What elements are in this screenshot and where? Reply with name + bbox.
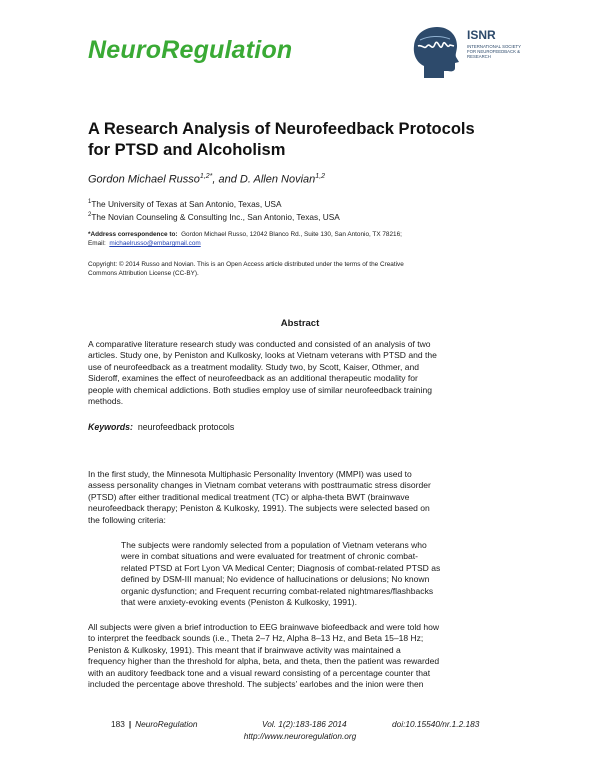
article-title-line: A Research Analysis of Neurofeedback Protocols (88, 120, 475, 138)
footer-journal: NeuroRegulation (135, 719, 198, 729)
text-line: frequency higher than the threshold for alpha, beta, and theta, then the patient was rewarded (88, 656, 440, 667)
text-line: The subjects were randomly selected from a population of Vietnam veterans who (121, 540, 427, 550)
abstract-heading: Abstract (280, 318, 320, 329)
page-footer: 183 | NeuroRegulation Vol. 1(2):183-186 2014 doi:10.15540/nr.1.2.183 (111, 719, 480, 729)
text-line: Peniston & Kulkosky, 1991). This meant that if brainwave activity was maintained a (88, 644, 401, 655)
author-separator: , and D. Allen Novian (212, 173, 316, 186)
journal-name: NeuroRegulation (88, 36, 293, 64)
correspondence-text: Gordon Michael Russo, 12042 Blanco Rd., Suite 130, San Antonio, TX 78216; (181, 231, 402, 238)
affiliation-item (88, 197, 528, 210)
logo-subtitle: INTERNATIONAL SOCIETY FOR NEUROFEEDBACK & RESEARCH (467, 44, 521, 60)
email-link[interactable]: michaelrusso@embargmail.com (109, 240, 201, 247)
text-line: neurofeedback therapy; Peniston & Kulkosky, 1991). The subjects were selected based on (88, 503, 430, 514)
text-line: A comparative literature research study was conducted and consisted of an analysis of two (88, 339, 431, 349)
footer-volume: Vol. 1(2):183-186 2014 (262, 719, 347, 729)
head-profile-brainwave-icon (410, 24, 462, 80)
affiliation-item (88, 210, 528, 223)
author-list (88, 173, 325, 186)
affiliation-marker: 2 (88, 211, 92, 218)
article-title-line: for PTSD and Alcoholism (88, 141, 286, 159)
body-paragraph (88, 622, 518, 690)
page-number: 183 (111, 719, 125, 729)
text-line: that were anxiety-evoking events (Peniston & Kulkosky, 1991). (121, 597, 357, 608)
correspondence-label: *Address correspondence to: (88, 231, 178, 238)
text-line: organic dysfunction; and Frequent recurring combat-related nightmares/flashbacks (121, 585, 434, 596)
author-affiliation-marker: 1,2* (199, 173, 213, 180)
text-line: articles. Study one, by Peniston and Kulkosky, looks at Vietnam veterans with PTSD and the (88, 350, 437, 361)
footer-url[interactable]: http://www.neuroregulation.org (243, 731, 357, 741)
text-line: the following criteria: (88, 514, 166, 525)
text-line: All subjects were given a brief introduction to EEG brainwave biofeedback and were told how (88, 622, 440, 632)
email-label: Email: (88, 240, 106, 247)
keywords-label: Keywords (88, 422, 131, 432)
text-line: defined by DSM-III manual; No evidence of hallucinations or delusions; No known (121, 574, 430, 585)
affiliation-text: The Novian Counseling & Consulting Inc., San Antonio, Texas, USA (91, 211, 340, 222)
isnr-logo (410, 24, 520, 80)
author-name: Gordon Michael Russo (88, 173, 200, 186)
author-affiliation-marker: 1,2 (315, 173, 326, 180)
text-line: included the percentage above threshold. The subjects’ earlobes and the inion were then (88, 679, 424, 690)
text-line: In the first study, the Minnesota Multiphasic Personality Inventory (MMPI) was used to (88, 469, 412, 479)
article-title (88, 119, 528, 161)
text-line: people with chemical addictions. Both studies employ use of similar neurofeedback training (88, 384, 432, 395)
abstract-text (88, 339, 518, 407)
body-paragraph (88, 469, 518, 526)
text-line: (PTSD) after either traditional medical treatment (TC) or alpha-theta BWT (brainwave (88, 491, 410, 502)
affiliations (88, 197, 528, 223)
correspondence (88, 230, 528, 248)
text-line: with an auditory feedback tone and a visual reward consisting of a percentage counter that (88, 667, 431, 678)
affiliation-text: The University of Texas at San Antonio, Texas, USA (91, 198, 282, 209)
copyright-line: Copyright: © 2014 Russo and Novian. This is an Open Access article distributed under the terms of the Creative (88, 261, 404, 268)
logo-acronym: ISNR (467, 28, 496, 42)
text-line: related PTSD at Fort Lyon VA Medical Center; Diagnosis of combat-related PTSD as (121, 562, 441, 573)
text-line: methods. (88, 396, 124, 407)
keywords-text: neurofeedback protocols (137, 422, 235, 432)
text-line: to interpret the feedback sounds (i.e., Theta 2–7 Hz, Alpha 8–13 Hz, and Beta 15–18 Hz; (88, 633, 424, 644)
copyright-line: Commons Attribution License (CC-BY). (88, 270, 199, 277)
text-line: were in combat situations and were evaluated for treatment of chronic combat- (121, 551, 418, 562)
text-line: use of neurofeedback as a treatment modality. Study two, by Scott, Kaiser, Othmer, and (88, 361, 419, 372)
keywords: Keywords: neurofeedback protocols (88, 422, 235, 432)
block-quote (121, 540, 521, 608)
text-line: assess personality changes in Vietnam combat veterans with posttraumatic stress disorder (88, 480, 431, 491)
affiliation-marker: 1 (88, 199, 92, 205)
text-line: Sideroff, examines the effect of neurofeedback as an additional therapeutic modality for (88, 373, 418, 384)
copyright-notice (88, 260, 528, 278)
footer-doi: doi:10.15540/nr.1.2.183 (392, 719, 480, 729)
